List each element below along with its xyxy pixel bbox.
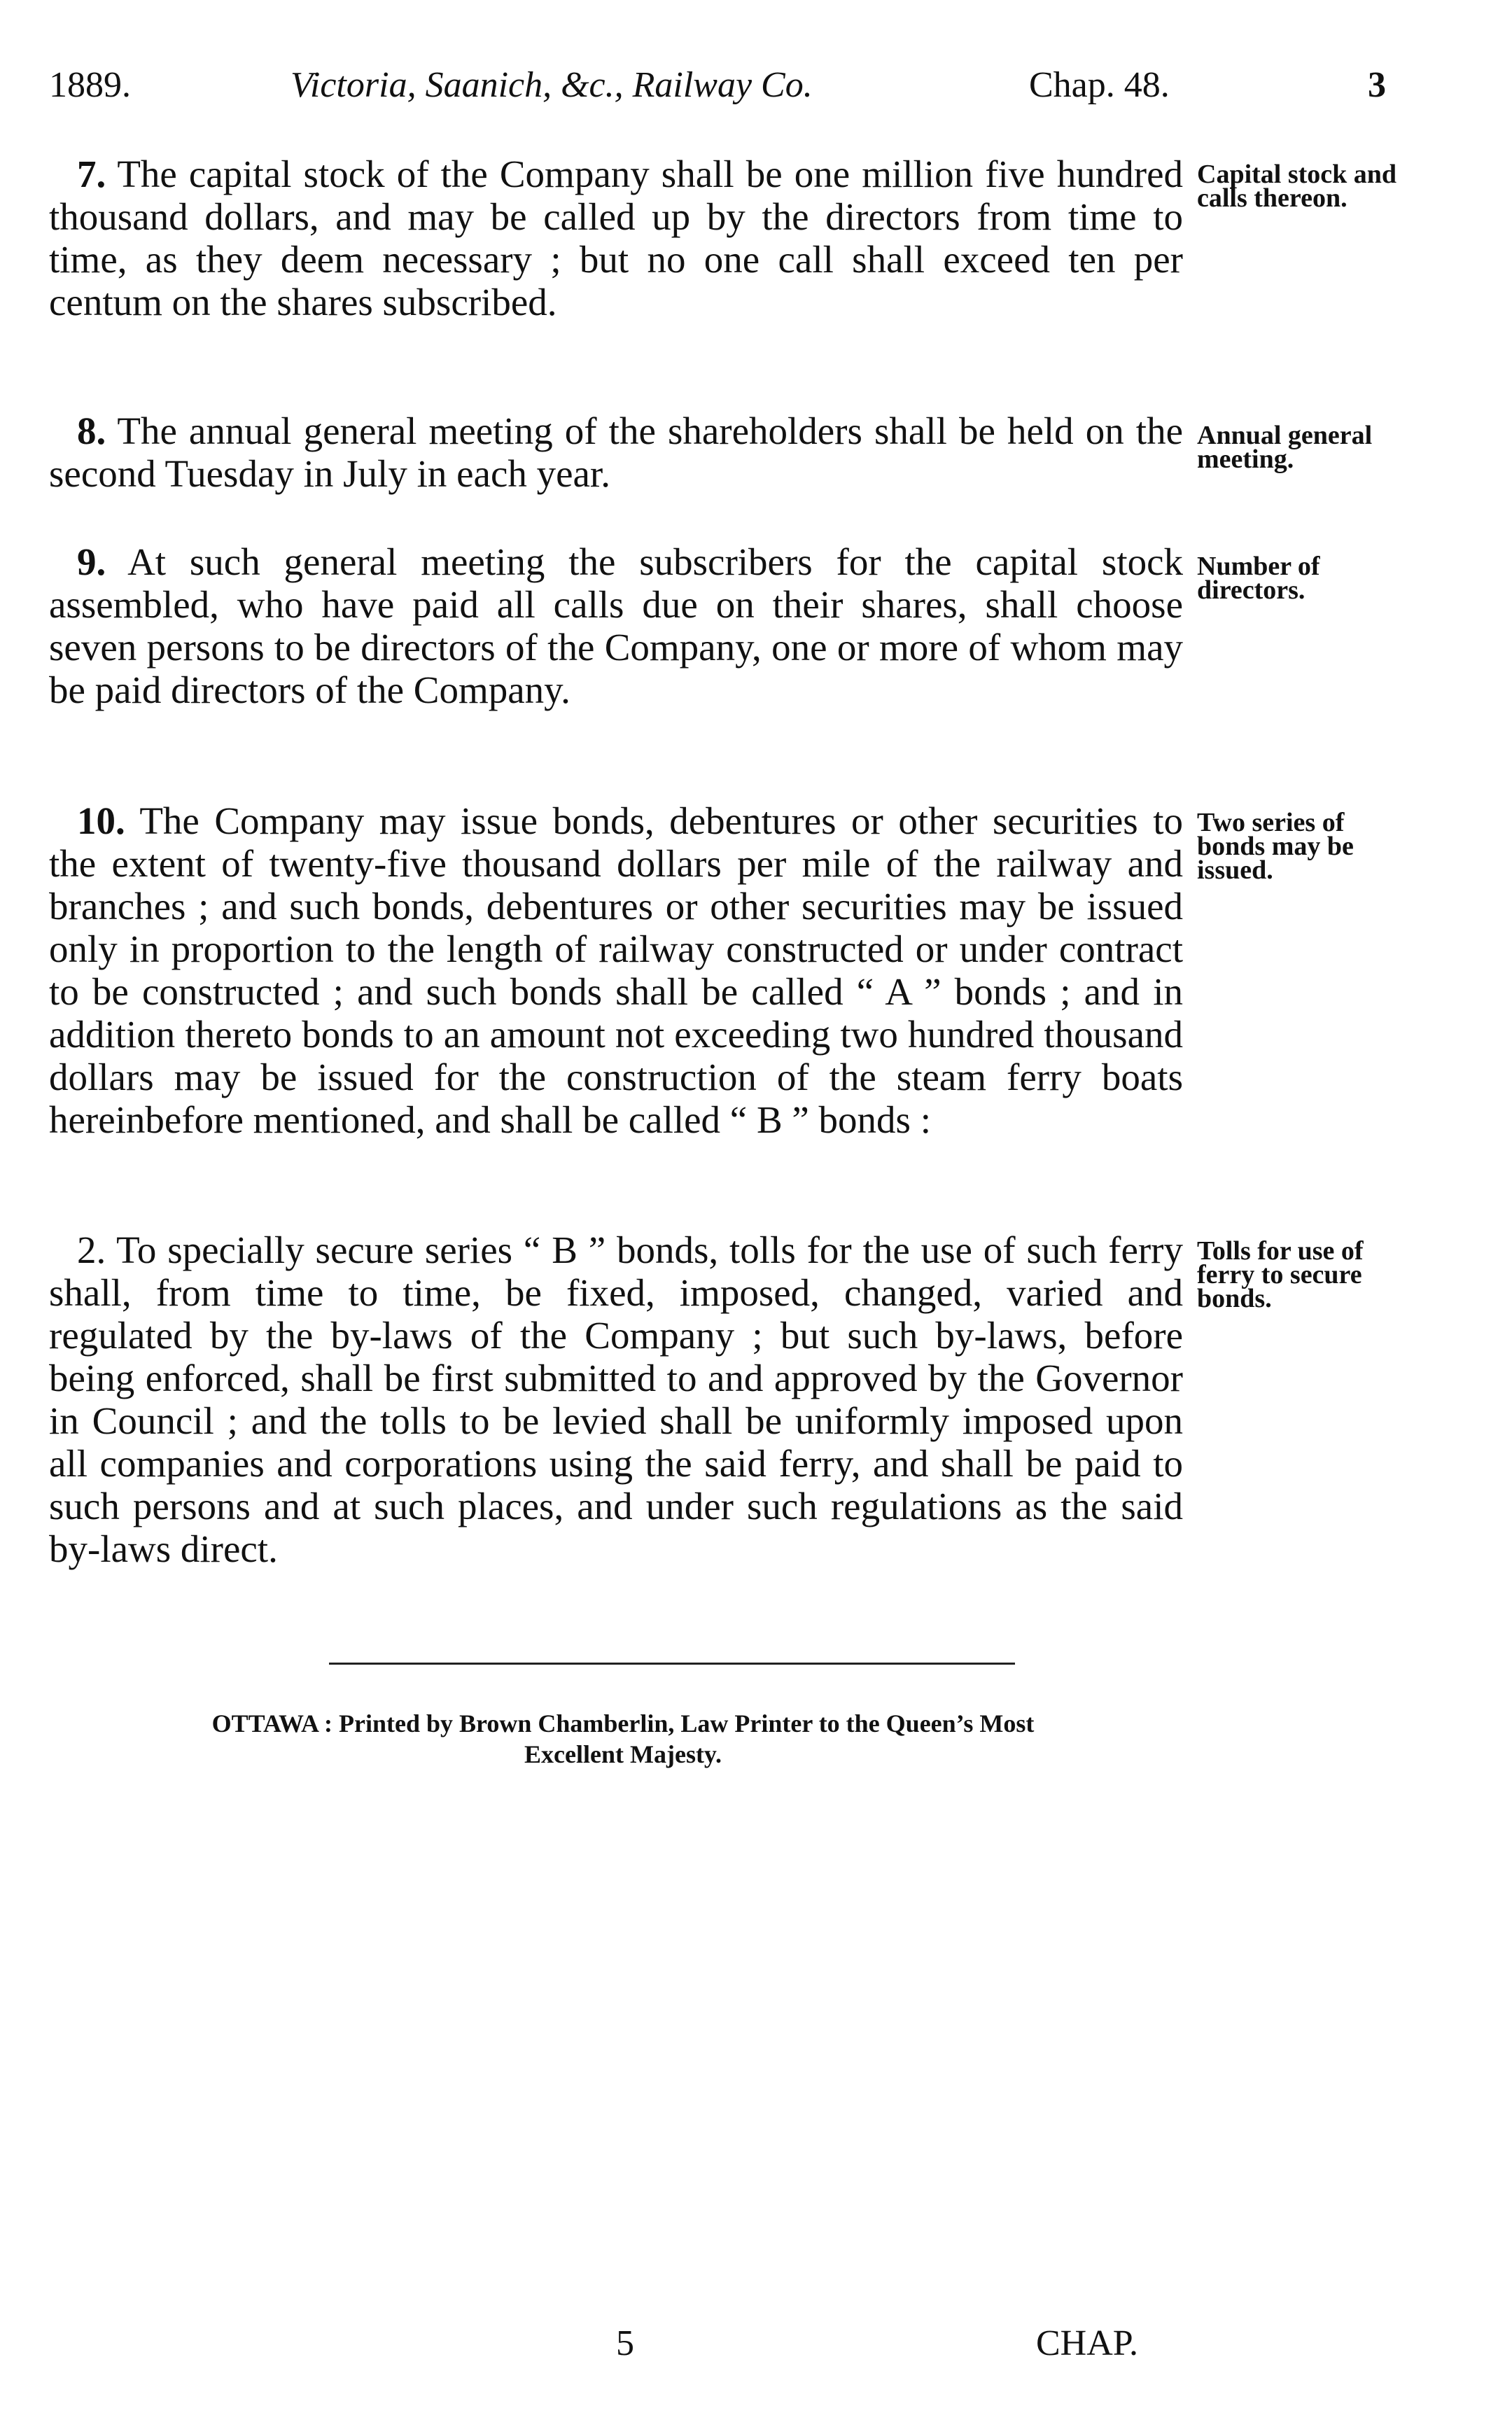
section-text: The capital stock of the Company shall be one million five hundred thousand dollars, and may be called up by the directors from time to time, as they deem necessary ; but no one call shall exceed ten per centum on the shares subscribed. bbox=[49, 153, 1183, 323]
section-8 bbox=[49, 410, 1183, 495]
header-chapter: Chap. 48. bbox=[1029, 65, 1170, 105]
section-9 bbox=[49, 540, 1183, 711]
imprint-line-2: Excellent Majesty. bbox=[524, 1740, 722, 1768]
section-number: 2. bbox=[77, 1229, 106, 1271]
section-text: To specially secure series “ B ” bonds, tolls for the use of such ferry shall, from time to time, be fixed, imposed, changed, varied and regulated by the by-laws of the Company ; but such by-laws, before being enforced, shall be first submitted to and approved by the Governor in Council ; and the tolls to be levied shall be uniformly imposed upon all companies and corporations using the said ferry, and shall be paid to such persons and at such places, and under such regulations as the said by-laws direct. bbox=[49, 1229, 1183, 1570]
section-number: 9. bbox=[77, 540, 106, 583]
margin-note-10: Two series of bonds may be issued. bbox=[1197, 808, 1354, 885]
subsection-2 bbox=[49, 1229, 1183, 1570]
signature-mark: 5 bbox=[616, 2323, 634, 2363]
header-title: Victoria, Saanich, &c., Railway Co. bbox=[290, 65, 813, 105]
margin-note-7: Capital stock and calls thereon. bbox=[1197, 160, 1397, 213]
margin-note-9: Number of directors. bbox=[1197, 552, 1320, 605]
catchword: CHAP. bbox=[1036, 2323, 1138, 2363]
section-number: 10. bbox=[77, 799, 125, 842]
printer-imprint bbox=[70, 1708, 1176, 1770]
margin-note-subsection-2: Tolls for use of ferry to secure bonds. bbox=[1197, 1236, 1364, 1313]
section-number: 7. bbox=[77, 153, 106, 195]
section-7 bbox=[49, 153, 1183, 323]
section-number: 8. bbox=[77, 410, 106, 452]
divider-rule bbox=[329, 1663, 1015, 1665]
section-text: At such general meeting the subscribers for the capital stock assembled, who have paid all calls due on their shares, shall choose seven persons to be directors of the Company, one or more of whom may be paid directors of the Company. bbox=[49, 540, 1184, 711]
header-page-number: 3 bbox=[1368, 65, 1386, 105]
header-year: 1889. bbox=[49, 65, 131, 105]
margin-note-8: Annual general meeting. bbox=[1197, 421, 1373, 474]
running-header bbox=[49, 64, 1386, 120]
section-10 bbox=[49, 799, 1183, 1141]
section-text: The annual general meeting of the shareholders shall be held on the second Tuesday in July in each year. bbox=[49, 410, 1183, 495]
imprint-line-1: OTTAWA : Printed by Brown Chamberlin, Law Printer to the Queen’s Most bbox=[211, 1709, 1035, 1737]
section-text: The Company may issue bonds, debentures or other securities to the extent of twenty-five thousand dollars per mile of the railway and branches ; and such bonds, debentures or other securities may be issued only in proportion to the length of railway constructed or under contract to be constructed ; and such bonds shall be called “ A ” bonds ; and in addition thereto bonds to an amount not exceeding two hundred thousand dollars may be issued for the construction of the steam ferry boats hereinbefore mentioned, and shall be called “ B ” bonds : bbox=[49, 799, 1183, 1141]
